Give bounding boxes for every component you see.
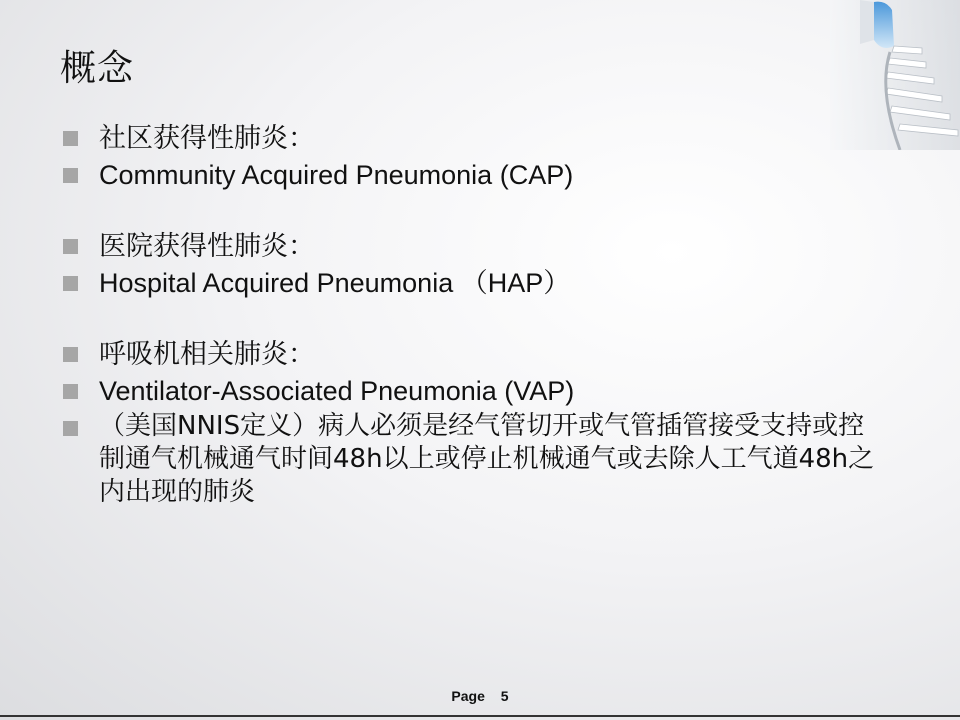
page-label: Page	[451, 688, 485, 704]
bullet-text: 呼吸机相关肺炎：	[99, 339, 315, 370]
square-bullet-icon	[63, 421, 78, 436]
list-item	[60, 157, 900, 194]
bullet-text: Hospital Acquired Pneumonia （HAP）	[99, 268, 571, 298]
list-item	[60, 120, 900, 157]
page-number: 5	[500, 688, 509, 704]
list-item	[60, 265, 900, 302]
footer-divider	[0, 715, 960, 717]
square-bullet-icon	[63, 131, 78, 146]
bullet-text: （美国NNIS定义）病人必须是经气管切开或气管插管接受支持或控制通气机械通气时间48h以上或停止机械通气或去除人工气道48h之内出现的肺炎	[99, 411, 875, 507]
bullet-text: Community Acquired Pneumonia (CAP)	[99, 160, 574, 190]
list-item	[60, 228, 900, 265]
list-item	[60, 410, 900, 509]
bullet-list	[60, 120, 900, 509]
square-bullet-icon	[63, 239, 78, 254]
square-bullet-icon	[63, 384, 78, 399]
bullet-text: 社区获得性肺炎：	[99, 123, 315, 154]
square-bullet-icon	[63, 168, 78, 183]
page-footer	[0, 688, 960, 704]
list-item	[60, 336, 900, 373]
list-item	[60, 373, 900, 410]
bullet-text: 医院获得性肺炎：	[99, 231, 315, 262]
bullet-text: Ventilator-Associated Pneumonia (VAP)	[99, 376, 575, 406]
square-bullet-icon	[63, 347, 78, 362]
slide-title: 概念	[60, 48, 135, 89]
square-bullet-icon	[63, 276, 78, 291]
